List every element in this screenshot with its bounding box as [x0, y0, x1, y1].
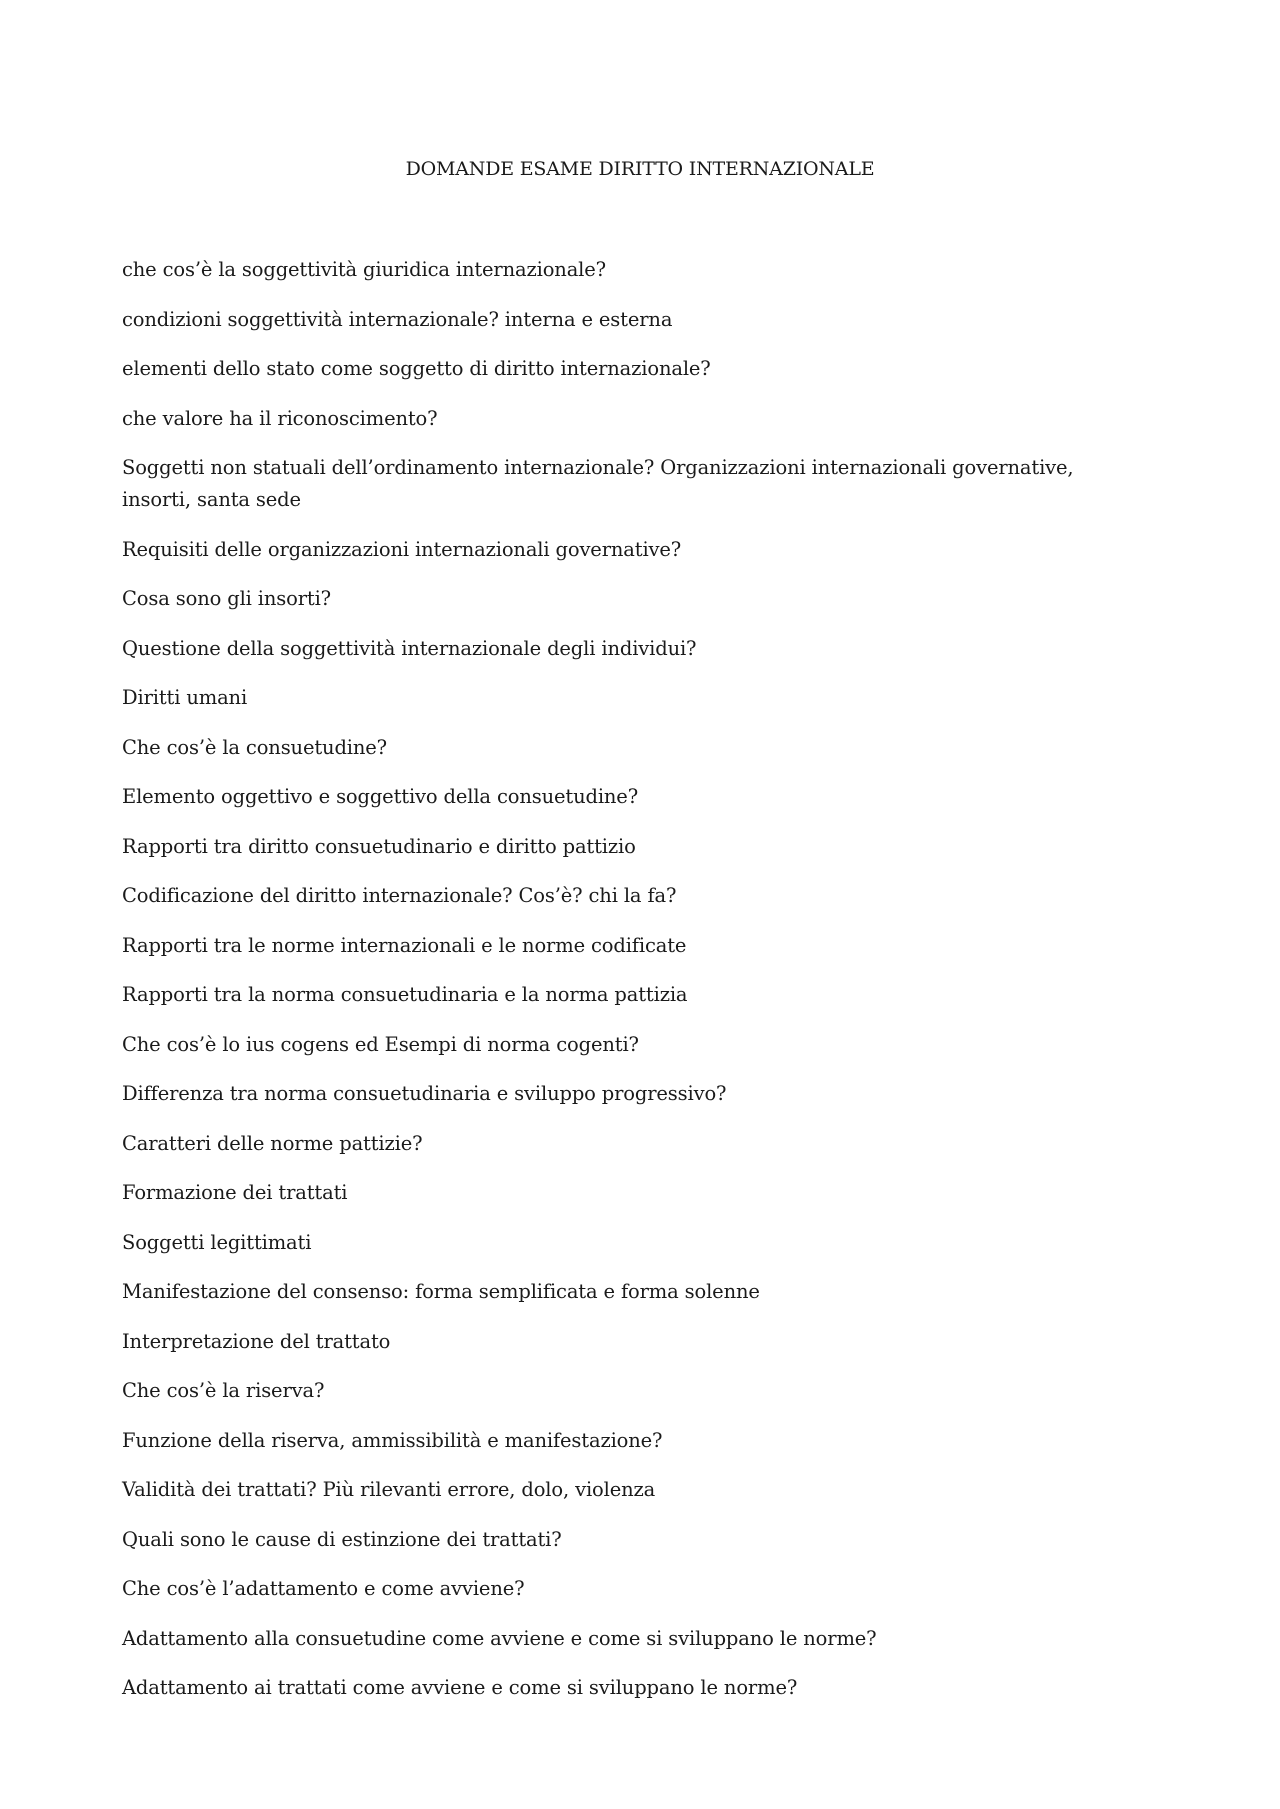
- question-item: Adattamento ai trattati come avviene e come si sviluppano le norme?: [122, 1676, 798, 1699]
- question-item: che valore ha il riconoscimento?: [122, 406, 438, 430]
- question-item: Rapporti tra le norme internazionali e le norme codificate: [122, 933, 687, 957]
- question-item: Adattamento alla consuetudine come avviene e come si sviluppano le norme?: [122, 1626, 877, 1650]
- question-item: Cosa sono gli insorti?: [122, 587, 331, 610]
- question-item: Interpretazione del trattato: [122, 1329, 391, 1353]
- question-item: Requisiti delle organizzazioni internazionali governative?: [122, 537, 682, 561]
- question-item: Elemento oggettivo e soggettivo della consuetudine?: [122, 785, 639, 808]
- question-item: Che cos’è la riserva?: [122, 1379, 325, 1402]
- question-item: Formazione dei trattati: [122, 1181, 348, 1204]
- question-item: elementi dello stato come soggetto di diritto internazionale?: [122, 357, 711, 380]
- document-title: DOMANDE ESAME DIRITTO INTERNAZIONALE: [405, 158, 875, 180]
- question-item: Caratteri delle norme pattizie?: [122, 1131, 423, 1155]
- question-item: Soggetti legittimati: [122, 1230, 312, 1254]
- question-item: Codificazione del diritto internazionale? Cos’è? chi la fa?: [122, 884, 677, 907]
- question-item: Manifestazione del consenso: forma semplificata e forma solenne: [122, 1280, 760, 1303]
- question-list: [122, 254, 1142, 1722]
- question-item: Che cos’è l’adattamento e come avviene?: [122, 1577, 525, 1600]
- question-item: Rapporti tra la norma consuetudinaria e la norma pattizia: [122, 983, 688, 1006]
- question-item: Funzione della riserva, ammissibilità e manifestazione?: [122, 1428, 663, 1452]
- question-item: Quali sono le cause di estinzione dei trattati?: [122, 1527, 562, 1551]
- question-item: Soggetti non statuali dell’ordinamento internazionale? Organizzazioni internazionali governative, insorti, santa sede: [122, 456, 1074, 511]
- question-item: Diritti umani: [122, 686, 248, 709]
- question-item: condizioni soggettività internazionale? interna e esterna: [122, 307, 673, 331]
- question-item: Che cos’è lo ius cogens ed Esempi di norma cogenti?: [122, 1032, 639, 1056]
- question-item: Differenza tra norma consuetudinaria e sviluppo progressivo?: [122, 1082, 727, 1105]
- question-item: Rapporti tra diritto consuetudinario e diritto pattizio: [122, 834, 636, 858]
- question-item: Validità dei trattati? Più rilevanti errore, dolo, violenza: [122, 1478, 656, 1501]
- question-item: Che cos’è la consuetudine?: [122, 735, 387, 759]
- question-item: Questione della soggettività internazionale degli individui?: [122, 636, 697, 660]
- question-item: che cos’è la soggettività giuridica internazionale?: [122, 258, 606, 281]
